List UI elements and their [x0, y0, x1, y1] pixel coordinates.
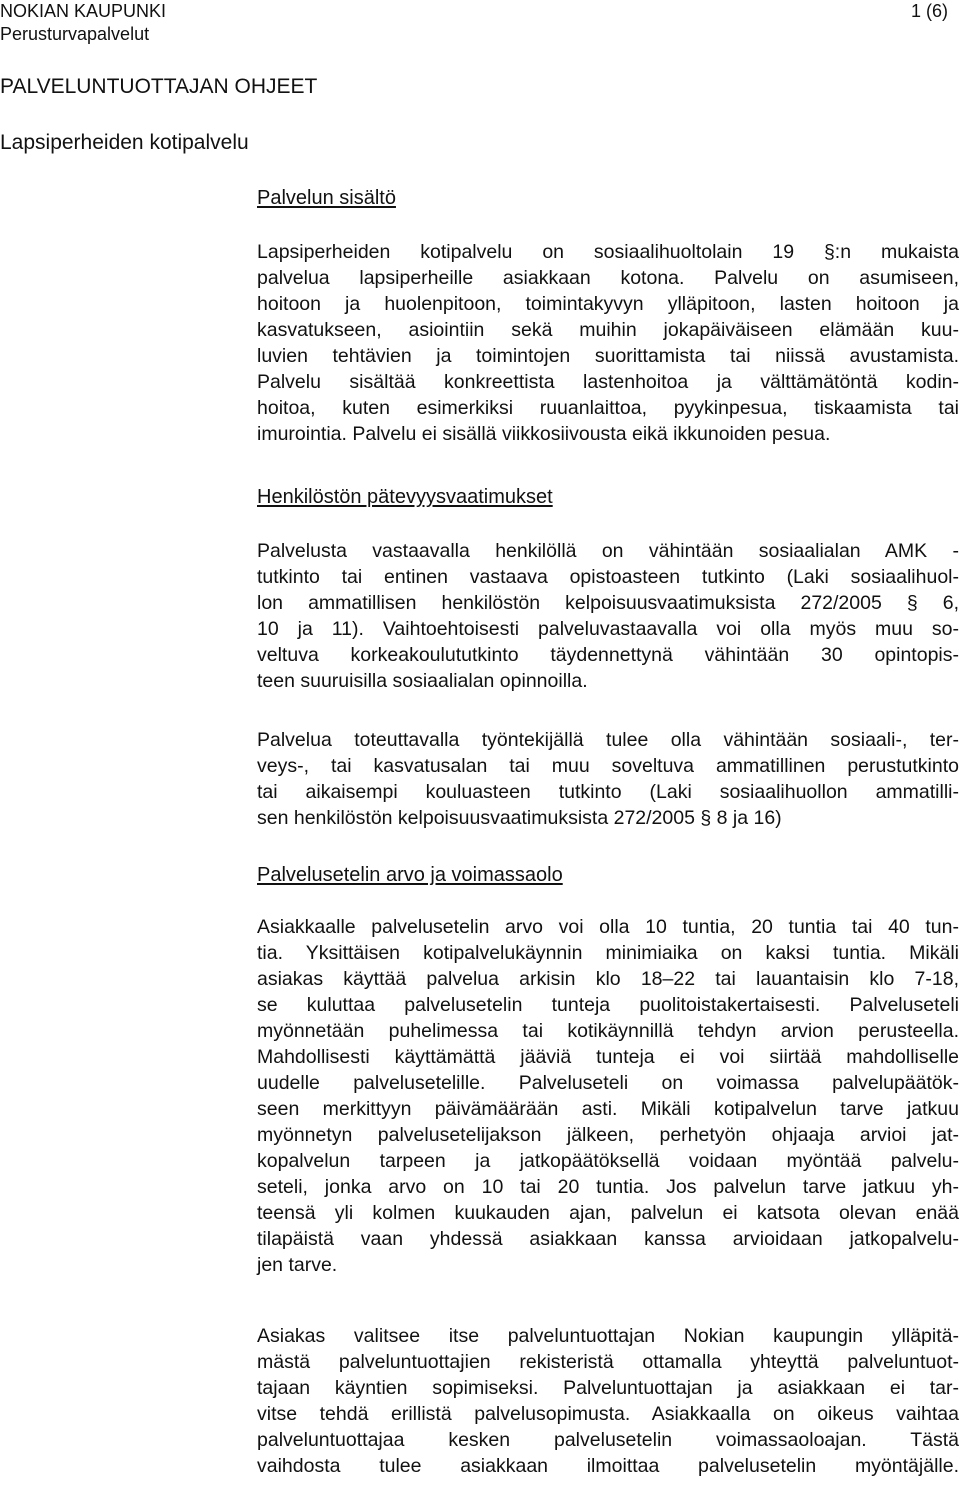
text-line: seen merkittyyn päivämäärään asti. Mikäli kotipalvelun tarve jatkuu: [257, 1098, 959, 1120]
paragraph-tyontekija-patevyys: [257, 727, 959, 831]
text-line: mästä palveluntuottajien rekisteristä ottamalla yhteyttä palveluntuot-: [257, 1351, 959, 1373]
text-line: vitse tehdä erillistä palvelusopimusta. Asiakkaalla on oikeus vaihtaa: [257, 1403, 959, 1425]
text-line: tajaan käyntien sopimiseksi. Palveluntuottajan ja asiakkaan ei tar-: [257, 1377, 959, 1399]
text-line: sen henkilöstön kelpoisuusvaatimuksista 272/2005 § 8 ja 16): [257, 807, 782, 829]
text-line: seteli, jonka arvo on 10 tai 20 tuntia. Jos palvelun tarve jatkuu yh-: [257, 1176, 959, 1198]
text-line: veys-, tai kasvatusalan tai muu soveltuva ammatillinen perustutkinto: [257, 755, 959, 777]
section-heading-henkiloston-patevyysvaatimukset: Henkilöstön pätevyysvaatimukset: [257, 486, 553, 508]
text-line: kasvatukseen, asiointiin sekä muihin jokapäiväiseen elämään kuu-: [257, 319, 959, 341]
paragraph-palvelun-sisalto: [257, 239, 959, 447]
paragraph-palvelusetelin-arvo: [257, 914, 959, 1278]
text-line: jen tarve.: [257, 1254, 338, 1276]
section-heading-palvelun-sisalto: Palvelun sisältö: [257, 187, 396, 209]
text-line: uudelle palvelusetelille. Palveluseteli on voimassa palvelupäätök-: [257, 1072, 959, 1094]
page-number: 1 (6): [910, 1, 948, 21]
text-line: veltuva korkeakoulututkinto täydennettynä vähintään 30 opintopis-: [257, 644, 959, 666]
text-line: se kuluttaa palvelusetelin tunteja puolitoistakertaisesti. Palveluseteli: [257, 994, 959, 1016]
text-line: hoitoa, kuten esimerkiksi ruuanlaittoa, pyykinpesua, tiskaamista tai: [257, 397, 959, 419]
text-line: Palvelua toteuttavalla työntekijällä tulee olla vähintään sosiaali-, ter-: [257, 729, 959, 751]
text-line: tai aikaisempi kouluasteen tutkinto (Laki sosiaalihuollon ammatilli-: [257, 781, 959, 803]
paragraph-palveluntuottajan-valinta: [257, 1323, 959, 1479]
text-line: Asiakkaalle palvelusetelin arvo voi olla 10 tuntia, 20 tuntia tai 40 tun-: [257, 916, 959, 938]
text-line: tutkinto tai entinen vastaava opistoasteen tutkinto (Laki sosiaalihuol-: [257, 566, 959, 588]
section-heading-palvelusetelin-arvo: Palvelusetelin arvo ja voimassaolo: [257, 864, 563, 886]
text-line: imurointia. Palvelu ei sisällä viikkosiivousta eikä ikkunoiden pesua.: [257, 423, 831, 445]
text-line: vaihdosta tulee asiakkaan ilmoittaa palvelusetelin myöntäjälle.: [257, 1455, 959, 1477]
text-line: myönnetään puhelimessa tai kotikäynnillä tehdyn arvion perusteella.: [257, 1020, 959, 1042]
text-line: myönnetyn palvelusetelijakson jälkeen, perhetyön ohjaaja arvioi jat-: [257, 1124, 959, 1146]
text-line: hoitoon ja huolenpitoon, toimintakyvyn ylläpitoon, lasten hoitoon ja: [257, 293, 959, 315]
text-line: Lapsiperheiden kotipalvelu on sosiaalihuoltolain 19 §:n mukaista: [257, 241, 959, 263]
organization-name: NOKIAN KAUPUNKI: [0, 1, 167, 21]
text-line: tia. Yksittäisen kotipalvelukäynnin minimiaika on kaksi tuntia. Mikäli: [257, 942, 959, 964]
text-line: Mahdollisesti käyttämättä jääviä tunteja ei voi siirtää mahdolliselle: [257, 1046, 959, 1068]
text-line: tilapäistä vaan yhdessä asiakkaan kanssa arvioidaan jatkopalvelu-: [257, 1228, 959, 1250]
text-line: palveluntuottajaa kesken palvelusetelin voimassaoloajan. Tästä: [257, 1429, 959, 1451]
paragraph-palveluvastaava-patevyys: [257, 538, 959, 694]
text-line: Palvelusta vastaavalla henkilöllä on vähintään sosiaalialan AMK -: [257, 540, 959, 562]
text-line: luvien tehtävien ja toimintojen suorittamista tai niissä avustamista.: [257, 345, 959, 367]
text-line: teensä yli kolmen kuukauden ajan, palvelun ei katsota olevan enää: [257, 1202, 959, 1224]
text-line: Asiakas valitsee itse palveluntuottajan Nokian kaupungin ylläpitä-: [257, 1325, 959, 1347]
department-name: Perusturvapalvelut: [0, 24, 150, 44]
text-line: palvelua lapsiperheille asiakkaan kotona. Palvelu on asumiseen,: [257, 267, 959, 289]
text-line: lon ammatillisen henkilöstön kelpoisuusvaatimuksista 272/2005 § 6,: [257, 592, 959, 614]
text-line: 10 ja 11). Vaihtoehtoisesti palveluvastaavalla voi olla myös muu so-: [257, 618, 959, 640]
document-title: PALVELUNTUOTTAJAN OHJEET: [0, 75, 318, 98]
text-line: asiakas käyttää palvelua arkisin klo 18–22 tai lauantaisin klo 7-18,: [257, 968, 959, 990]
text-line: kopalvelun tarpeen ja jatkopäätöksellä voidaan myöntää palvelu-: [257, 1150, 959, 1172]
document-subtitle: Lapsiperheiden kotipalvelu: [0, 131, 249, 154]
text-line: Palvelu sisältää konkreettista lastenhoitoa ja välttämätöntä kodin-: [257, 371, 959, 393]
text-line: teen suuruisilla sosiaalialan opinnoilla.: [257, 670, 588, 692]
